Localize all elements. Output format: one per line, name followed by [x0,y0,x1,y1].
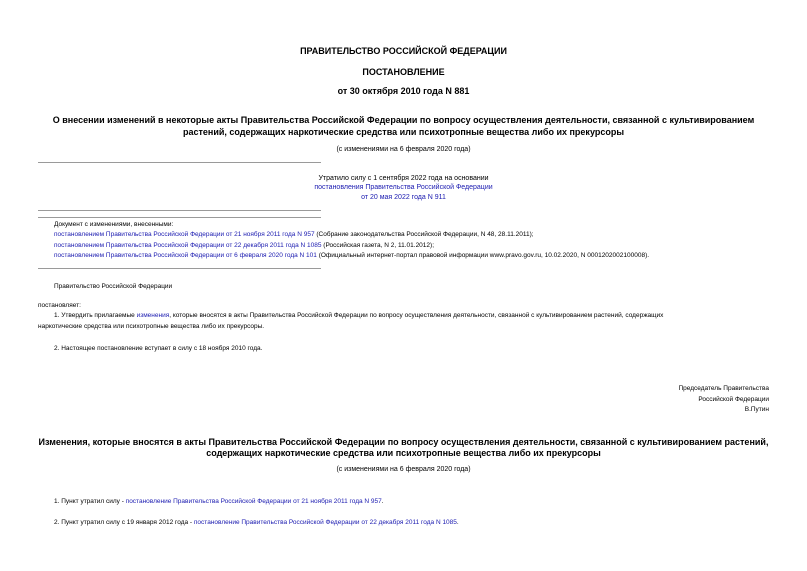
government-heading: ПРАВИТЕЛЬСТВО РОССИЙСКОЙ ФЕДЕРАЦИИ [300,46,507,56]
paragraph-1-continuation: наркотические средства или психотропные вещества либо их прекурсоры. [38,323,265,330]
paragraph-1-rest: , которые вносятся в акты Правительства Российской Федерации по вопросу осуществления деятельности, связанной с культивированием растений, содержащих [169,312,664,319]
annex-item-1-text: 1. Пункт утратил силу - [54,498,126,505]
divider [38,268,321,269]
annex-changes-link[interactable]: изменения [136,312,170,319]
amendment-link-957[interactable]: постановлением Правительства Российской Федерации от 21 ноября 2011 года N 957 [54,231,315,238]
expired-notice: Утратило силу с 1 сентября 2022 года на основании [318,175,489,182]
paragraph-2: 2. Настоящее постановление вступает в силу с 18 ноября 2010 года. [54,345,263,352]
annex-item-2-link[interactable]: постановление Правительства Российской Федерации от 22 декабря 2011 года N 1085 [193,519,457,526]
document-date: от 30 октября 2010 года N 881 [337,86,470,96]
signature-federation: Российской Федерации [698,396,769,403]
signature-position: Председатель Правительства [678,385,769,392]
divider [38,162,321,163]
list-item [54,242,434,249]
annex-item-1-end: . [381,498,384,505]
annex-item-2-text: 2. Пункт утратил силу с 19 января 2012 года - [54,519,194,526]
document-title-line-1: О внесении изменений в некоторые акты Правительства Российской Федерации по вопросу осуществления деятельности, связанной с культивированием [52,115,755,125]
amendment-source: (Собрание законодательства Российской Федерации, N 48, 28.11.2011); [314,231,534,238]
document-title-line-2: растений, содержащих наркотические средства или психотропные вещества либо их прекурсоры [182,127,625,137]
annex-item-1 [54,498,384,505]
annex-revision-note: (с изменениями на 6 февраля 2020 года) [336,466,471,473]
list-item [54,231,534,238]
annex-item-1-link[interactable]: постановление Правительства Российской Федерации от 21 ноября 2011 года N 957 [125,498,382,505]
annex-title-line-2: содержащих наркотические средства или психотропные вещества либо их прекурсоры [206,448,601,458]
amendment-source: (Российская газета, N 2, 11.01.2012); [321,242,434,249]
amendments-intro: Документ с изменениями, внесенными: [54,221,174,228]
amendment-link-1085[interactable]: постановлением Правительства Российской Федерации от 22 декабря 2011 года N 1085 [54,242,322,249]
document-type: ПОСТАНОВЛЕНИЕ [362,67,445,77]
government-subject: Правительство Российской Федерации [54,283,173,290]
revision-note: (с изменениями на 6 февраля 2020 года) [336,146,471,153]
expired-basis-link[interactable]: постановления Правительства Российской Федерации [314,184,493,191]
signature-name: В.Путин [744,406,769,413]
annex-item-2 [54,519,459,526]
annex-title-line-1: Изменения, которые вносятся в акты Правительства Российской Федерации по вопросу осуществления деятельности, связанной с культивированием растений, [38,437,769,447]
amendment-link-101[interactable]: постановлением Правительства Российской Федерации от 6 февраля 2020 года N 101 [54,252,317,259]
decrees-word: постановляет: [38,302,81,309]
annex-item-2-end: . [456,519,459,526]
divider [38,210,321,211]
paragraph-1-start: 1. Утвердить прилагаемые [54,312,137,319]
expired-basis-link-date[interactable]: от 20 мая 2022 года N 911 [361,194,446,201]
divider [38,217,321,218]
list-item [54,252,649,259]
amendment-source: (Официальный интернет-портал правовой информации www.pravo.gov.ru, 10.02.2020, N 0001202002100008). [316,252,650,259]
paragraph-1 [54,312,768,319]
